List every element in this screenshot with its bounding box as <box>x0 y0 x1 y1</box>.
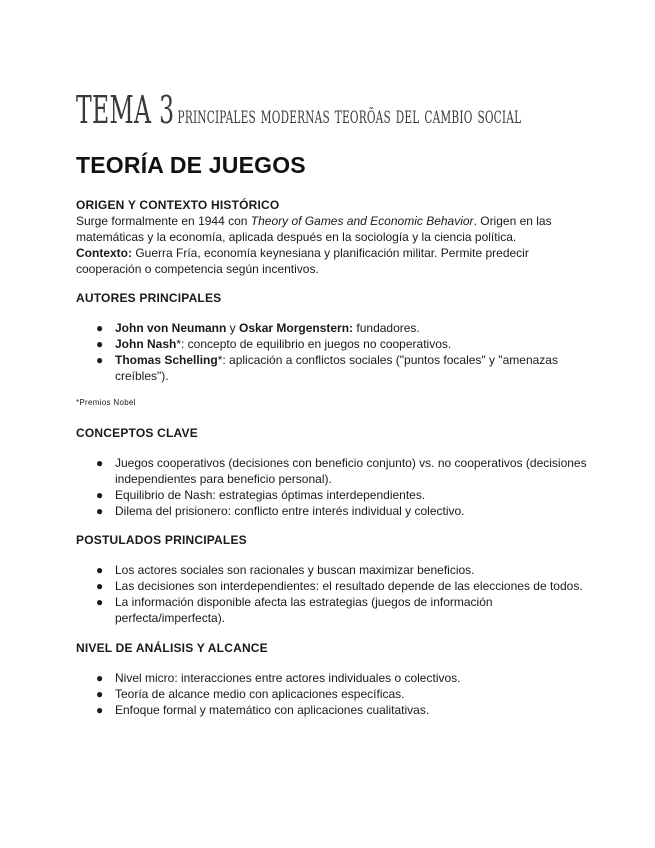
text: Enfoque formal y matemático con aplicaciones cualitativas. <box>115 703 430 717</box>
text: *: concepto de equilibrio en juegos no cooperativos. <box>176 337 452 351</box>
text: fundadores. <box>353 321 420 335</box>
bullet-icon: ● <box>96 456 104 470</box>
author-name: John Nash <box>115 337 177 351</box>
bullet-icon: ● <box>96 671 104 685</box>
document-title: TEORÍA DE JUEGOS <box>76 152 306 178</box>
bullet-icon: ● <box>96 488 104 502</box>
list-item <box>76 562 596 578</box>
section-nivel <box>76 640 596 656</box>
bullet-icon: ● <box>96 337 104 351</box>
bullet-icon: ● <box>96 563 104 577</box>
section-autores <box>76 290 596 306</box>
list-item <box>76 336 596 352</box>
text: La información disponible afecta las estrategias (juegos de información perfecta/imperfecta). <box>115 595 493 625</box>
section-conceptos <box>76 425 596 441</box>
list-item <box>76 578 596 594</box>
postulados-list <box>76 562 596 626</box>
bullet-icon: ● <box>96 321 104 335</box>
autores-list <box>76 320 596 384</box>
section-heading: AUTORES PRINCIPALES <box>76 291 222 305</box>
bullet-icon: ● <box>96 703 104 717</box>
bullet-icon: ● <box>96 353 104 367</box>
paragraph <box>76 213 596 245</box>
section-origen <box>76 197 596 277</box>
list-item <box>76 352 596 384</box>
section-postulados <box>76 532 596 548</box>
text: Dilema del prisionero: conflicto entre interés individual y colectivo. <box>115 504 465 518</box>
list-item <box>76 320 596 336</box>
bullet-icon: ● <box>96 579 104 593</box>
header-tema: TEMA 3 <box>76 88 175 132</box>
paragraph <box>76 245 596 277</box>
list-item <box>76 455 596 487</box>
text: Las decisiones son interdependientes: el resultado depende de las elecciones de todos. <box>115 579 583 593</box>
list-item <box>76 702 596 718</box>
text: y <box>226 321 240 335</box>
author-name: Thomas Schelling <box>115 353 218 367</box>
section-heading: POSTULADOS PRINCIPALES <box>76 533 247 547</box>
author-name: Oskar Morgenstern: <box>239 321 354 335</box>
bullet-icon: ● <box>96 504 104 518</box>
text: Teoría de alcance medio con aplicaciones específicas. <box>115 687 405 701</box>
conceptos-list <box>76 455 596 519</box>
bullet-icon: ● <box>96 595 104 609</box>
text: Guerra Fría, economía keynesiana y planificación militar. Permite predecir cooperación o competencia según incentivos. <box>76 246 529 276</box>
section-heading: NIVEL DE ANÁLISIS Y ALCANCE <box>76 641 268 655</box>
text: Equilibrio de Nash: estrategias óptimas interdependientes. <box>115 488 426 502</box>
footnote: *Premios Nobel <box>76 398 136 407</box>
list-item <box>76 487 596 503</box>
text: Nivel micro: interacciones entre actores individuales o colectivos. <box>115 671 461 685</box>
list-item <box>76 686 596 702</box>
section-heading: ORIGEN Y CONTEXTO HISTÓRICO <box>76 198 280 212</box>
bold-label: Contexto: <box>76 246 132 260</box>
text: *: aplicación a conflictos sociales ("puntos focales" y "amenazas creíbles"). <box>115 353 558 383</box>
text: . Origen en las matemáticas y la economía, aplicada después en la sociología y la ciencia política. <box>76 214 552 244</box>
list-item <box>76 670 596 686</box>
text: Juegos cooperativos (decisiones con beneficio conjunto) vs. no cooperativos (decisiones independientes para beneficio personal). <box>115 456 587 486</box>
author-name: John von Neumann <box>115 321 227 335</box>
page-header <box>76 88 522 132</box>
header-subtitle: principales modernas teorõas del cambio social <box>177 101 522 129</box>
list-item <box>76 594 596 626</box>
section-heading: CONCEPTOS CLAVE <box>76 426 198 440</box>
text: Los actores sociales son racionales y buscan maximizar beneficios. <box>115 563 475 577</box>
text: Surge formalmente en 1944 con <box>76 214 251 228</box>
book-title: Theory of Games and Economic Behavior <box>250 214 474 228</box>
nivel-list <box>76 670 596 718</box>
list-item <box>76 503 596 519</box>
bullet-icon: ● <box>96 687 104 701</box>
